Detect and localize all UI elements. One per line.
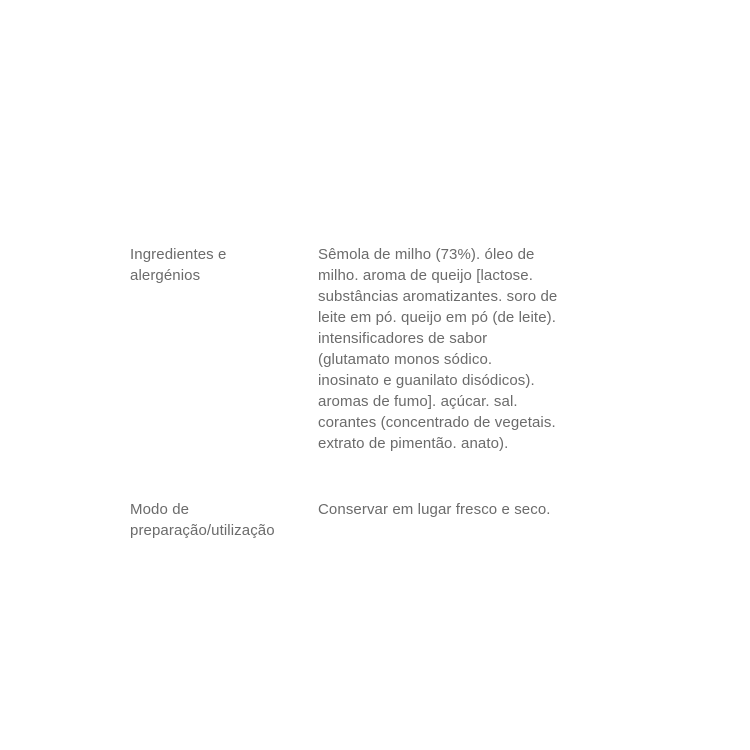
preparation-value: Conservar em lugar fresco e seco. <box>318 501 551 518</box>
preparation-row <box>130 499 610 541</box>
ingredients-value: Sêmola de milho (73%). óleo de milho. aroma de queijo [lactose. substâncias aromatizantes. soro de leite em pó. queijo em pó (de leite). intensificadores de sabor (glutamato monos sódico. inosinato e guanilato disódicos). aromas de fumo]. açúcar. sal. corantes (concentrado de vegetais. extrato de pimentão. anato). <box>318 246 558 452</box>
preparation-label: Modo de preparação/utilização <box>130 501 275 539</box>
product-info-table <box>130 244 610 541</box>
ingredients-row <box>130 244 610 454</box>
ingredients-label: Ingredientes e alergénios <box>130 246 227 284</box>
